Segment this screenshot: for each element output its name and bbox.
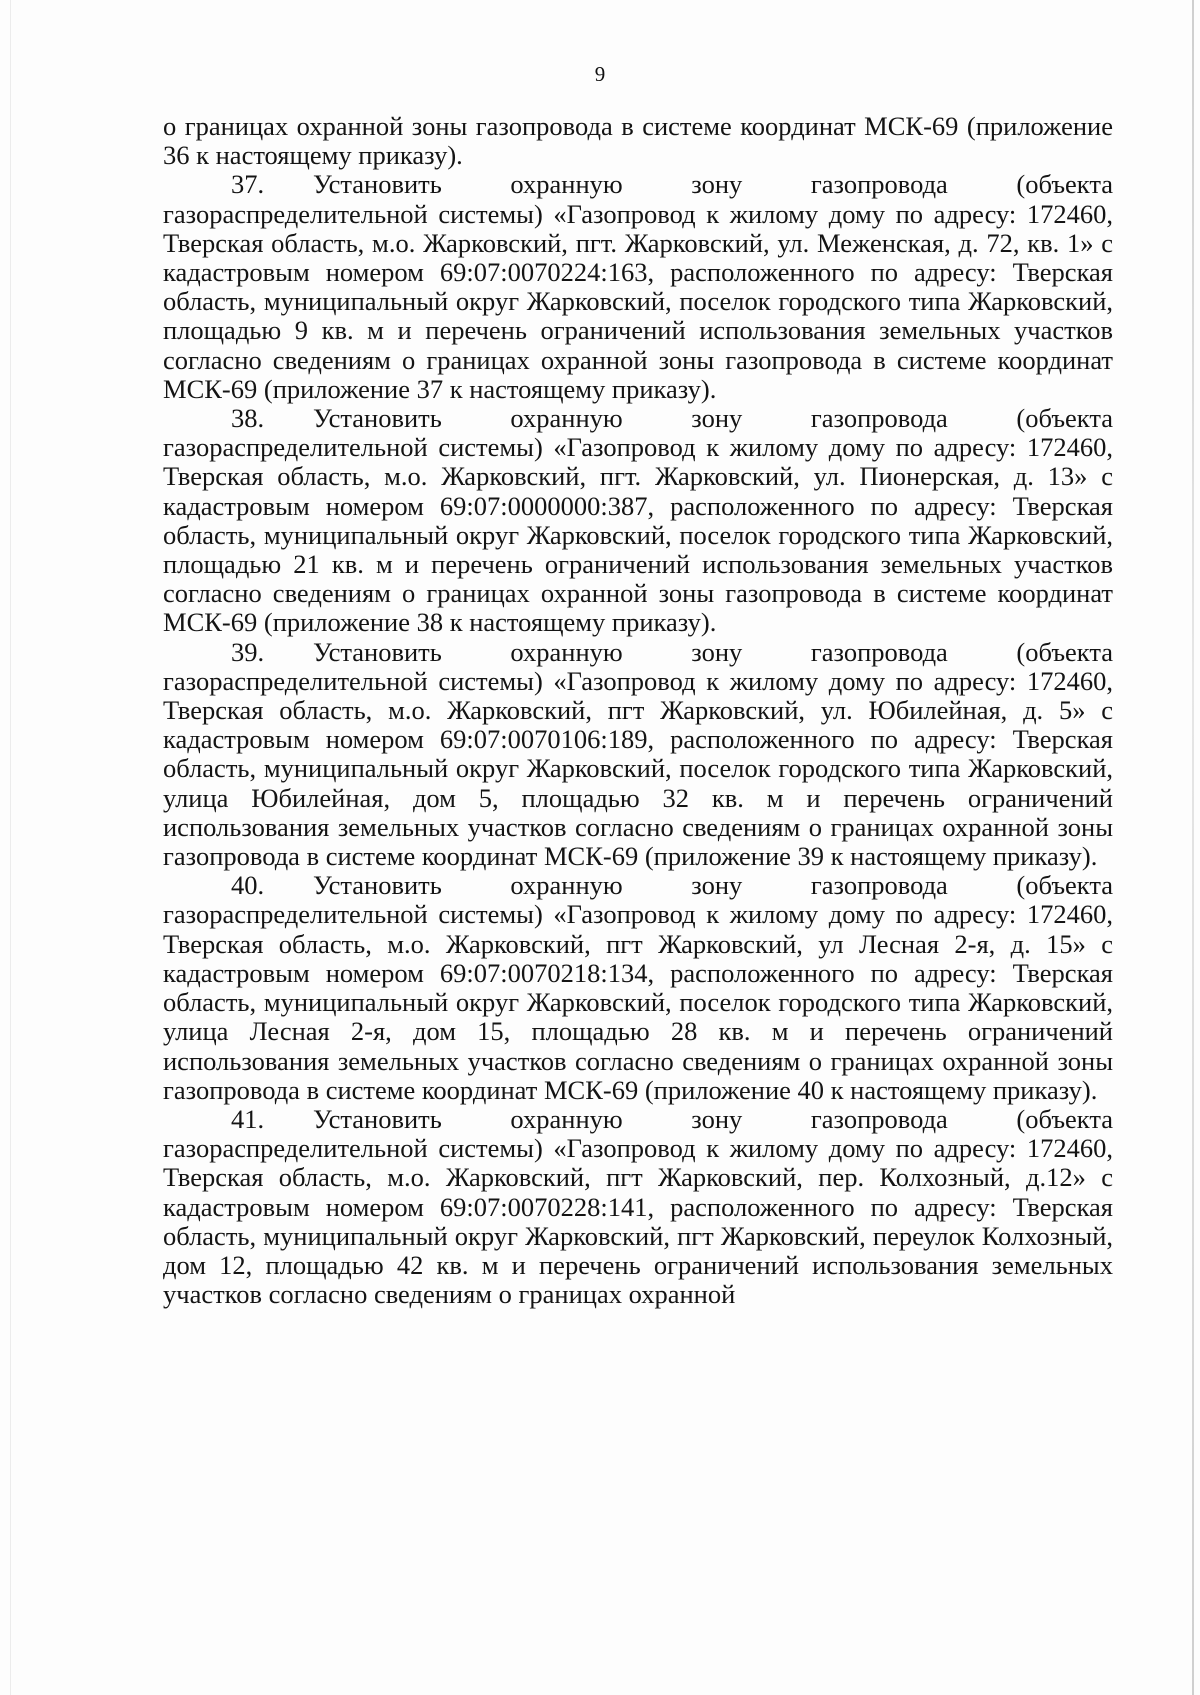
document-body bbox=[163, 112, 1113, 1309]
paragraph-41 bbox=[163, 1105, 1113, 1309]
page-number: 9 bbox=[594, 62, 606, 86]
paragraph-number: 39. bbox=[231, 636, 265, 667]
paragraph-number: 40. bbox=[231, 870, 265, 901]
paragraph-40 bbox=[163, 871, 1113, 1105]
scan-edge-left bbox=[10, 0, 11, 1695]
paragraph-38 bbox=[163, 404, 1113, 638]
paragraph-text: Установить охранную зону газопровода (объекта газораспределительной системы) «Газопровод к жилому дому по адресу: 172460, Тверская область, м.о. Жарковский, пгт Жарковский, пер. Колхозный, д.12» с кадастровым номером 69:07:0070228:141, расположенного по адресу: Тверская область, муниципальный округ Жарковский, пгт Жарковский, переулок Колхозный, дом 12, площадью 42 кв. м и перечень ограничений использования земельных участков согласно сведениям о границах охранной bbox=[163, 1103, 1113, 1310]
paragraph-number: 41. bbox=[231, 1103, 265, 1134]
paragraph-text: Установить охранную зону газопровода (объекта газораспределительной системы) «Газопровод к жилому дому по адресу: 172460, Тверская область, м.о. Жарковский, пгт. Жарковский, ул. Меженская, д. 72, кв. 1» с кадастровым номером 69:07:0070224:163, расположенного по адресу: Тверская область, муниципальный округ Жарковский, поселок городского типа Жарковский, площадью 9 кв. м и перечень ограничений использования земельных участков согласно сведениям о границах охранной зоны газопровода в системе координат МСК-69 (приложение 37 к настоящему приказу). bbox=[163, 169, 1113, 404]
paragraph-39 bbox=[163, 638, 1113, 872]
paragraph-text: Установить охранную зону газопровода (объекта газораспределительной системы) «Газопровод к жилому дому по адресу: 172460, Тверская область, м.о. Жарковский, пгт. Жарковский, ул. Пионерская, д. 13» с кадастровым номером 69:07:0000000:387, расположенного по адресу: Тверская область, муниципальный округ Жарковский, поселок городского типа Жарковский, площадью 21 кв. м и перечень ограничений использования земельных участков согласно сведениям о границах охранной зоны газопровода в системе координат МСК-69 (приложение 38 к настоящему приказу). bbox=[163, 403, 1113, 638]
paragraph-text: Установить охранную зону газопровода (объекта газораспределительной системы) «Газопровод к жилому дому по адресу: 172460, Тверская область, м.о. Жарковский, пгт Жарковский, ул. Юбилейная, д. 5» с кадастровым номером 69:07:0070106:189, расположенного по адресу: Тверская область, муниципальный округ Жарковский, поселок городского типа Жарковский, улица Юбилейная, дом 5, площадью 32 кв. м и перечень ограничений использования земельных участков согласно сведениям о границах охранной зоны газопровода в системе координат МСК-69 (приложение 39 к настоящему приказу). bbox=[163, 636, 1113, 872]
paragraph-number: 38. bbox=[231, 403, 265, 434]
paragraph-37 bbox=[163, 170, 1113, 404]
paragraph-text: Установить охранную зону газопровода (объекта газораспределительной системы) «Газопровод к жилому дому по адресу: 172460, Тверская область, м.о. Жарковский, пгт Жарковский, ул Лесная 2-я, д. 15» с кадастровым номером 69:07:0070218:134, расположенного по адресу: Тверская область, муниципальный округ Жарковский, поселок городского типа Жарковский, улица Лесная 2-я, дом 15, площадью 28 кв. м и перечень ограничений использования земельных участков согласно сведениям о границах охранной зоны газопровода в системе координат МСК-69 (приложение 40 к настоящему приказу). bbox=[163, 870, 1113, 1105]
paragraph-number: 37. bbox=[231, 169, 265, 200]
intro-paragraph: о границах охранной зоны газопровода в системе координат МСК-69 (приложение 36 к настоящему приказу). bbox=[163, 111, 1113, 171]
scan-edge-right bbox=[1192, 0, 1194, 1695]
